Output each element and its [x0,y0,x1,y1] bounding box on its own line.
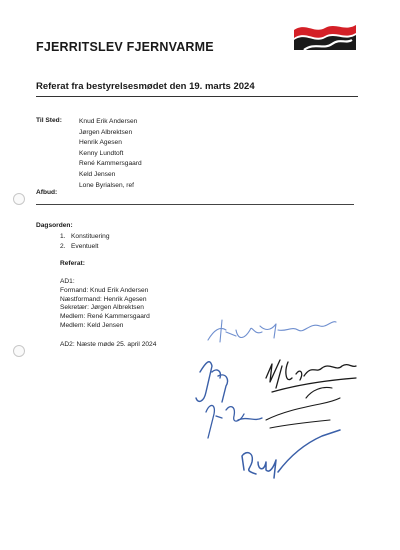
signature [242,430,340,478]
agenda-item-text: Eventuelt [71,242,99,250]
attendee: René Kammersgaard [79,160,142,168]
ad1-line: Næstformand: Henrik Agesen [60,295,147,303]
attendee: Keld Jensen [79,170,116,178]
ad2-line: AD2: Næste møde 25. april 2024 [60,341,157,348]
agenda-item-text: Konstituering [71,233,110,240]
ad1-line: Formand: Knud Erik Andersen [60,286,149,294]
document-title: Referat fra bestyrelsesmødet den 19. marts 2024 [36,81,255,92]
attendee: Henrik Agesen [79,139,122,147]
agenda-item-number: 1. [60,233,66,240]
agenda-label: Dagsorden: [36,222,73,229]
attendee: Lone Byrialsen, ref [79,181,134,189]
ad1-line: Medlem: Keld Jensen [60,321,124,329]
company-name: FJERRITSLEV FJERNVARME [36,40,214,54]
attendee: Kenny Lundtoft [79,149,124,157]
signature [196,362,228,402]
signature [208,320,336,342]
signature [206,387,340,438]
attendee: Jørgen Albrektsen [79,128,133,136]
ad1-line: Sekretær: Jørgen Albrektsen [60,304,144,312]
present-label: Til Sted: [36,117,62,124]
ad1-heading: AD1: [60,278,75,285]
attendee: Knud Erik Andersen [79,118,138,125]
absent-label: Afbud: [36,189,58,196]
agenda-item-number: 2. [60,242,66,250]
signature [266,360,356,392]
minutes-label: Referat: [60,260,85,267]
ad1-line: Medlem: René Kammersgaard [60,313,150,321]
